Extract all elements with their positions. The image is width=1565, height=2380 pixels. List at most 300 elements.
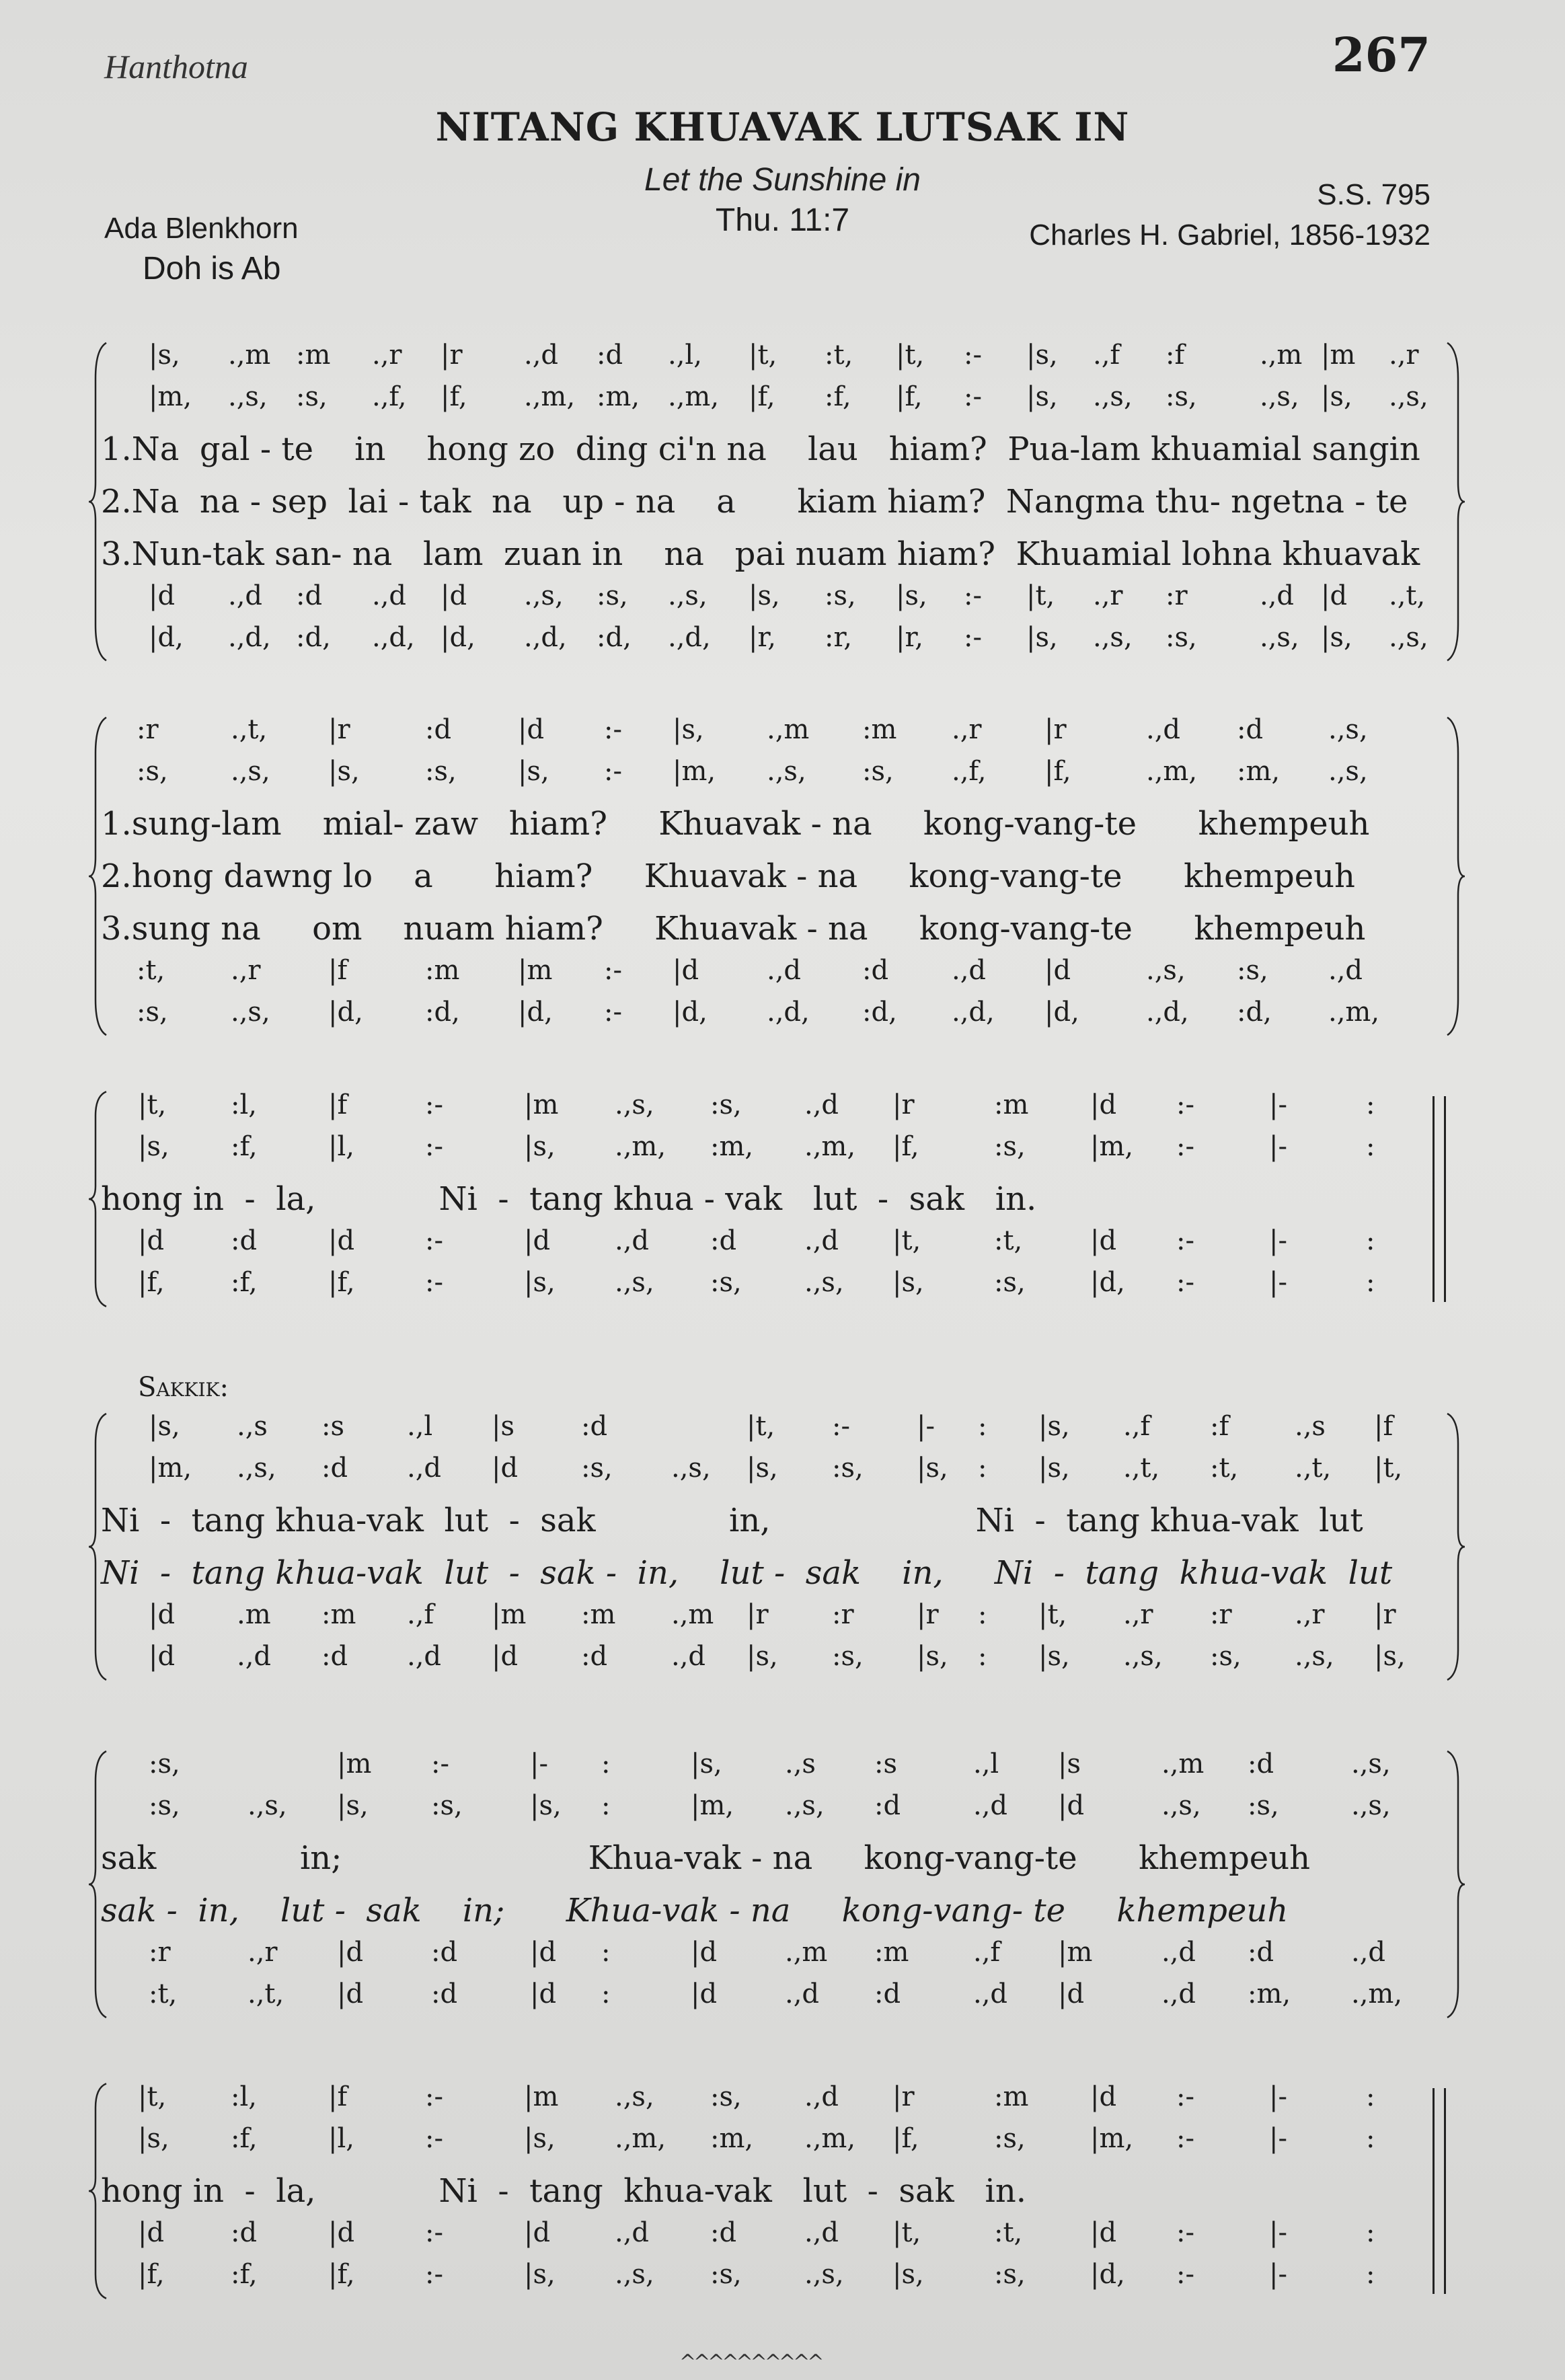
solfa-note: |t,	[896, 340, 925, 371]
solfa-note: .,s,	[231, 756, 270, 787]
solfa-note: |r	[892, 2081, 915, 2112]
solfa-note: .,d	[785, 1979, 820, 2009]
solfa-note: |m	[1321, 340, 1356, 371]
solfa-note: :t,	[137, 955, 165, 986]
solfa-note: .,m,	[615, 2123, 666, 2154]
solfa-note: |r,	[896, 622, 923, 653]
solfa-note: :s,	[1237, 955, 1268, 986]
solfa-note: :-	[964, 381, 982, 412]
solfa-note: :s	[874, 1749, 898, 1779]
solfa-note: |d	[328, 2217, 355, 2248]
solfa-note: :-	[1176, 1225, 1194, 1256]
solfa-note: .,m	[785, 1937, 828, 1968]
solfa-note: :m	[296, 340, 331, 371]
solfa-note: |m	[524, 1089, 559, 1120]
solfa-note: |t,	[1038, 1599, 1067, 1630]
ss-reference: S.S. 795	[1317, 178, 1430, 211]
solfa-note: |s,	[138, 2123, 169, 2154]
solfa-note: :-	[964, 580, 982, 611]
solfa-note: |m	[524, 2081, 559, 2112]
hymn-title: NITANG KHUAVAK LUTSAK IN	[435, 104, 1130, 150]
solfa-note: |s,	[917, 1641, 948, 1672]
solfa-note: .,l	[407, 1411, 433, 1442]
solfa-note: :s,	[597, 580, 628, 611]
solfa-note: :	[978, 1641, 987, 1672]
solfa-note: :	[601, 1979, 611, 2009]
solfa-note: :d	[597, 340, 623, 371]
solfa-note: |f,	[749, 381, 775, 412]
solfa-note: |s,	[1038, 1641, 1070, 1672]
solfa-note: |l,	[328, 1131, 354, 1162]
solfa-part-row	[81, 1937, 1446, 1979]
solfa-note: :d	[581, 1411, 608, 1442]
solfa-note: :s,	[1166, 622, 1197, 653]
solfa-note: .,d	[952, 955, 987, 986]
solfa-note: :-	[1176, 2123, 1194, 2154]
solfa-note: |-	[1269, 2259, 1287, 2290]
solfa-note: :-	[425, 1131, 443, 1162]
solfa-note: :-	[425, 2217, 443, 2248]
solfa-note: |m,	[1090, 1131, 1134, 1162]
solfa-part-row	[81, 756, 1446, 798]
solfa-note: |s,	[749, 580, 780, 611]
solfa-note: .,s	[785, 1749, 816, 1779]
solfa-note: |d	[492, 1641, 519, 1672]
solfa-note: .,l	[973, 1749, 999, 1779]
solfa-note: :d	[231, 1225, 258, 1256]
solfa-note: .,s,	[1328, 714, 1368, 745]
solfa-note: |d	[492, 1453, 519, 1484]
solfa-note: :s,	[832, 1641, 864, 1672]
solfa-note: |s,	[691, 1749, 722, 1779]
solfa-part-row	[81, 1089, 1446, 1131]
solfa-note: .,s,	[1260, 381, 1299, 412]
solfa-note: |d,	[1090, 1267, 1125, 1298]
solfa-note: :s,	[710, 1267, 742, 1298]
solfa-note: :m,	[1248, 1979, 1291, 2009]
solfa-part-row	[81, 1599, 1446, 1641]
solfa-note: :t,	[994, 2217, 1023, 2248]
solfa-note: :m,	[597, 381, 640, 412]
music-system	[81, 1411, 1446, 1683]
solfa-note: :d	[296, 580, 323, 611]
solfa-note: |t,	[138, 1089, 167, 1120]
solfa-note: :d	[710, 1225, 737, 1256]
solfa-note: |s,	[1321, 381, 1352, 412]
solfa-note: |s,	[530, 1790, 562, 1821]
solfa-note: |m,	[1090, 2123, 1134, 2154]
solfa-note: :f	[1210, 1411, 1229, 1442]
solfa-note: :	[601, 1937, 611, 1968]
solfa-note: |f	[328, 955, 348, 986]
solfa-note: :d,	[597, 622, 632, 653]
hymn-number: 267	[1332, 27, 1430, 83]
lyric-line: hong in - la, Ni - tang khua - vak lut - sak in.	[101, 1180, 1037, 1218]
solfa-note: .,f,	[952, 756, 987, 787]
solfa-note: |f,	[892, 1131, 919, 1162]
solfa-part-row	[81, 622, 1446, 664]
solfa-note: |d	[1090, 2217, 1117, 2248]
solfa-note: .,s,	[1351, 1749, 1391, 1779]
solfa-note: .,l,	[668, 340, 702, 371]
solfa-note: :s,	[710, 2081, 742, 2112]
solfa-note: |d	[149, 580, 176, 611]
solfa-note: |s,	[149, 340, 180, 371]
solfa-note: |m,	[691, 1790, 734, 1821]
solfa-note: .,d	[372, 580, 407, 611]
solfa-note: .,d	[1146, 714, 1181, 745]
solfa-note: |s,	[896, 580, 927, 611]
solfa-note: .,m,	[1328, 997, 1380, 1028]
solfa-note: |d	[1090, 2081, 1117, 2112]
solfa-note: :d,	[862, 997, 897, 1028]
solfa-note: .,d,	[1146, 997, 1189, 1028]
solfa-note: |s,	[337, 1790, 369, 1821]
solfa-note: .,d,	[952, 997, 995, 1028]
solfa-note: :m	[874, 1937, 909, 1968]
solfa-note: .,r	[1093, 580, 1123, 611]
solfa-note: .,d	[804, 1225, 839, 1256]
music-system	[81, 2081, 1446, 2301]
solfa-note: .,d	[804, 2217, 839, 2248]
solfa-note: :m	[994, 2081, 1029, 2112]
solfa-note: :t,	[825, 340, 853, 371]
solfa-note: .,s,	[804, 2259, 844, 2290]
solfa-note: |s,	[138, 1131, 169, 1162]
solfa-part-row	[81, 714, 1446, 756]
solfa-note: :	[978, 1411, 987, 1442]
solfa-note: .,m,	[1351, 1979, 1403, 2009]
solfa-note: |-	[1269, 1131, 1287, 1162]
solfa-note: :s,	[994, 1131, 1026, 1162]
solfa-note: .,f	[1093, 340, 1120, 371]
solfa-note: :d	[321, 1453, 348, 1484]
solfa-note: :-	[425, 2259, 443, 2290]
solfa-note: .,r	[247, 1937, 278, 1968]
solfa-note: |-	[1269, 2217, 1287, 2248]
solfa-note: :	[1366, 1267, 1375, 1298]
solfa-note: |s,	[524, 1267, 556, 1298]
solfa-note: :-	[1176, 1131, 1194, 1162]
solfa-note: :t,	[1210, 1453, 1239, 1484]
solfa-note: .,s,	[1389, 381, 1428, 412]
solfa-note: |s	[492, 1411, 515, 1442]
solfa-note: |t,	[892, 2217, 921, 2248]
solfa-note: |s,	[518, 756, 549, 787]
solfa-note: :d	[581, 1641, 608, 1672]
solfa-note: :-	[425, 1267, 443, 1298]
solfa-note: :r	[832, 1599, 854, 1630]
solfa-note: :s,	[994, 1267, 1026, 1298]
solfa-note: :-	[1176, 1267, 1194, 1298]
solfa-note: :f,	[231, 1267, 258, 1298]
solfa-part-row	[81, 2081, 1446, 2123]
solfa-part-row	[81, 1641, 1446, 1683]
solfa-note: .,s,	[228, 381, 268, 412]
solfa-note: :s,	[994, 2259, 1026, 2290]
solfa-note: |s,	[1026, 381, 1058, 412]
solfa-note: |d	[530, 1979, 557, 2009]
lyric-line: 1.sung-lam mial- zaw hiam? Khuavak - na kong-vang-te khempeuh	[101, 805, 1370, 843]
solfa-note: |d	[691, 1937, 718, 1968]
solfa-note: |d	[441, 580, 467, 611]
solfa-note: |d	[691, 1979, 718, 2009]
lyric-line: 3.sung na om nuam hiam? Khuavak - na kong-vang-te khempeuh	[101, 910, 1366, 948]
solfa-note: :r	[137, 714, 159, 745]
solfa-note: |m,	[149, 1453, 192, 1484]
lyric-line: 3.Nun-tak san- na lam zuan in na pai nuam hiam? Khuamial lohna khuavak	[101, 535, 1420, 573]
composer: Charles H. Gabriel, 1856-1932	[1029, 219, 1430, 252]
solfa-note: .,t,	[1389, 580, 1426, 611]
solfa-note: :d	[321, 1641, 348, 1672]
solfa-note: :s,	[825, 580, 856, 611]
solfa-note: .,d	[804, 2081, 839, 2112]
solfa-note: :t,	[994, 1225, 1023, 1256]
solfa-note: .,s,	[1260, 622, 1299, 653]
solfa-part-row	[81, 1225, 1446, 1267]
scripture-reference: Thu. 11:7	[715, 202, 850, 238]
chorus-label: Sakkik:	[138, 1372, 229, 1403]
solfa-note: |f,	[1044, 756, 1071, 787]
solfa-note: |s,	[747, 1453, 778, 1484]
solfa-note: .,d	[407, 1641, 442, 1672]
solfa-note: :d	[431, 1979, 458, 2009]
solfa-note: |t,	[892, 1225, 921, 1256]
section-name: Hanthotna	[104, 48, 248, 85]
solfa-note: |-	[1269, 1225, 1287, 1256]
solfa-note: :-	[1176, 2259, 1194, 2290]
solfa-part-row	[81, 1979, 1446, 2020]
solfa-note: |-	[917, 1411, 935, 1442]
solfa-note: |d,	[1044, 997, 1079, 1028]
lyric-line: 2.Na na - sep lai - tak na up - na a kiam hiam? Nangma thu- ngetna - te	[101, 483, 1408, 521]
solfa-note: .,s,	[1295, 1641, 1334, 1672]
solfa-note: .,s,	[1328, 756, 1368, 787]
solfa-note: :-	[425, 2123, 443, 2154]
solfa-note: :r	[1210, 1599, 1232, 1630]
solfa-note: :d,	[1237, 997, 1272, 1028]
solfa-note: |t,	[747, 1411, 775, 1442]
solfa-note: |r	[328, 714, 350, 745]
solfa-note: |d	[1090, 1089, 1117, 1120]
solfa-note: |t,	[138, 2081, 167, 2112]
solfa-note: |f	[328, 2081, 348, 2112]
solfa-note: :r	[1166, 580, 1188, 611]
solfa-note: .,s,	[1093, 622, 1133, 653]
solfa-note: .,d	[767, 955, 802, 986]
solfa-note: :f	[1166, 340, 1185, 371]
solfa-note: .,s,	[1146, 955, 1186, 986]
solfa-note: :s,	[1248, 1790, 1279, 1821]
solfa-note: .,s,	[1389, 622, 1428, 653]
solfa-note: .,t,	[1295, 1453, 1332, 1484]
solfa-note: :d	[431, 1937, 458, 1968]
solfa-note: |-	[1269, 1089, 1287, 1120]
music-system	[81, 714, 1446, 1038]
solfa-note: |d,	[1090, 2259, 1125, 2290]
solfa-note: |d	[138, 1225, 165, 1256]
solfa-note: |f,	[441, 381, 467, 412]
solfa-note: |t,	[1026, 580, 1055, 611]
lyric-line: 1.Na gal - te in hong zo ding ci'n na lau hiam? Pua-lam khuamial sangin	[101, 430, 1420, 468]
solfa-note: :s,	[710, 2259, 742, 2290]
solfa-note: :-	[604, 714, 622, 745]
solfa-note: .,d	[973, 1979, 1008, 2009]
solfa-note: |r	[917, 1599, 939, 1630]
solfa-note: |d	[1090, 1225, 1117, 1256]
solfa-note: |f,	[328, 1267, 355, 1298]
solfa-note: .,d,	[228, 622, 271, 653]
solfa-note: |s,	[673, 714, 704, 745]
solfa-note: :d	[874, 1979, 901, 2009]
solfa-note: .,m,	[668, 381, 720, 412]
solfa-note: |m	[337, 1749, 372, 1779]
lyricist: Ada Blenkhorn	[104, 212, 299, 245]
solfa-note: :d	[1248, 1749, 1274, 1779]
solfa-note: .,f,	[372, 381, 407, 412]
solfa-note: |m	[492, 1599, 527, 1630]
solfa-part-row	[81, 2217, 1446, 2259]
solfa-note: .,s,	[615, 1089, 654, 1120]
solfa-note: .,s,	[671, 1453, 711, 1484]
solfa-note: :s,	[1166, 381, 1197, 412]
solfa-note: |d	[138, 2217, 165, 2248]
solfa-note: |f,	[138, 2259, 165, 2290]
solfa-note: .,d	[973, 1790, 1008, 1821]
solfa-note: |s,	[1038, 1411, 1070, 1442]
solfa-note: :	[1366, 2217, 1375, 2248]
solfa-part-row	[81, 955, 1446, 997]
solfa-note: .,d	[1328, 955, 1363, 986]
solfa-note: |m,	[673, 756, 716, 787]
solfa-note: |s,	[1374, 1641, 1406, 1672]
solfa-note: .,r	[1389, 340, 1419, 371]
solfa-note: |d	[1058, 1790, 1085, 1821]
solfa-note: :	[1366, 2123, 1375, 2154]
solfa-part-row	[81, 997, 1446, 1038]
solfa-note: .,m	[228, 340, 271, 371]
solfa-note: .,t,	[247, 1979, 284, 2009]
solfa-note: |l,	[328, 2123, 354, 2154]
solfa-note: .,f	[1123, 1411, 1151, 1442]
solfa-note: .,s,	[767, 756, 806, 787]
solfa-note: |d	[1044, 955, 1071, 986]
solfa-note: :l,	[231, 1089, 257, 1120]
solfa-note: |d	[673, 955, 699, 986]
solfa-note: :-	[604, 997, 622, 1028]
solfa-note: :m,	[710, 2123, 754, 2154]
solfa-note: :s,	[1210, 1641, 1242, 1672]
solfa-note: |f	[328, 1089, 348, 1120]
solfa-note: |d,	[518, 997, 553, 1028]
solfa-note: .,d,	[668, 622, 711, 653]
solfa-note: :s,	[296, 381, 328, 412]
solfa-note: .,s,	[247, 1790, 287, 1821]
solfa-note: .,s,	[785, 1790, 825, 1821]
solfa-note: :l,	[231, 2081, 257, 2112]
solfa-note: .,s,	[615, 2259, 654, 2290]
solfa-note: .,f	[407, 1599, 434, 1630]
lyric-line: Ni - tang khua-vak lut - sak in, Ni - tang khua-vak lut	[101, 1502, 1363, 1539]
solfa-note: :s,	[862, 756, 894, 787]
solfa-note: :d	[425, 714, 452, 745]
solfa-note: :	[1366, 1131, 1375, 1162]
solfa-note: :s,	[137, 997, 168, 1028]
solfa-note: |d,	[441, 622, 475, 653]
solfa-part-row	[81, 381, 1446, 423]
solfa-note: .,m	[671, 1599, 714, 1630]
solfa-note: :d	[874, 1790, 901, 1821]
solfa-note: .,d	[615, 2217, 650, 2248]
solfa-note: |f,	[328, 2259, 355, 2290]
solfa-note: :m	[862, 714, 897, 745]
solfa-note: :m	[994, 1089, 1029, 1120]
solfa-note: .,t,	[1123, 1453, 1160, 1484]
solfa-note: |-	[1269, 2123, 1287, 2154]
solfa-note: .,d	[1161, 1937, 1196, 1968]
solfa-note: |s,	[1026, 340, 1058, 371]
solfa-note: :	[601, 1749, 611, 1779]
solfa-note: :s,	[149, 1790, 180, 1821]
solfa-note: :s,	[832, 1453, 864, 1484]
solfa-note: .,d	[615, 1225, 650, 1256]
solfa-part-row	[81, 2123, 1446, 2165]
solfa-note: .,m,	[615, 1131, 666, 1162]
solfa-note: |s,	[1026, 622, 1058, 653]
solfa-note: :	[1366, 2259, 1375, 2290]
solfa-note: :-	[425, 2081, 443, 2112]
solfa-note: .,d	[1260, 580, 1295, 611]
solfa-note: :	[601, 1790, 611, 1821]
solfa-note: :f,	[231, 2259, 258, 2290]
solfa-note: |d	[530, 1937, 557, 1968]
solfa-note: .,s,	[1351, 1790, 1391, 1821]
solfa-note: :r,	[825, 622, 852, 653]
solfa-note: |f,	[138, 1267, 165, 1298]
solfa-note: :-	[832, 1411, 850, 1442]
solfa-note: |r	[441, 340, 463, 371]
solfa-note: :-	[964, 340, 982, 371]
end-ornament: ^^^^^^^^^^	[679, 2350, 822, 2374]
solfa-note: |d	[149, 1641, 176, 1672]
solfa-note: :s,	[710, 1089, 742, 1120]
solfa-note: :-	[431, 1749, 449, 1779]
solfa-note: |d,	[328, 997, 363, 1028]
solfa-note: .,s	[1295, 1411, 1326, 1442]
solfa-note: .,d	[237, 1641, 272, 1672]
solfa-note: :-	[1176, 1089, 1194, 1120]
solfa-part-row	[81, 2259, 1446, 2301]
solfa-part-row	[81, 1453, 1446, 1494]
solfa-note: |d,	[149, 622, 184, 653]
solfa-note: :-	[425, 1225, 443, 1256]
solfa-note: .,s,	[1093, 381, 1133, 412]
lyric-line: sak - in, lut - sak in; Khua-vak - na kong-vang- te khempeuh	[101, 1892, 1289, 1929]
solfa-note: :d	[1248, 1937, 1274, 1968]
solfa-note: .,d	[228, 580, 263, 611]
solfa-note: .,s,	[1123, 1641, 1163, 1672]
solfa-note: .,d	[524, 340, 559, 371]
solfa-note: :d,	[425, 997, 460, 1028]
solfa-note: |s,	[747, 1641, 778, 1672]
solfa-note: :m,	[710, 1131, 754, 1162]
solfa-note: :d,	[296, 622, 331, 653]
solfa-note: .,s,	[804, 1267, 844, 1298]
solfa-note: |m,	[149, 381, 192, 412]
solfa-note: |s,	[1038, 1453, 1070, 1484]
solfa-note: |s,	[892, 1267, 924, 1298]
solfa-note: |t,	[1374, 1453, 1403, 1484]
